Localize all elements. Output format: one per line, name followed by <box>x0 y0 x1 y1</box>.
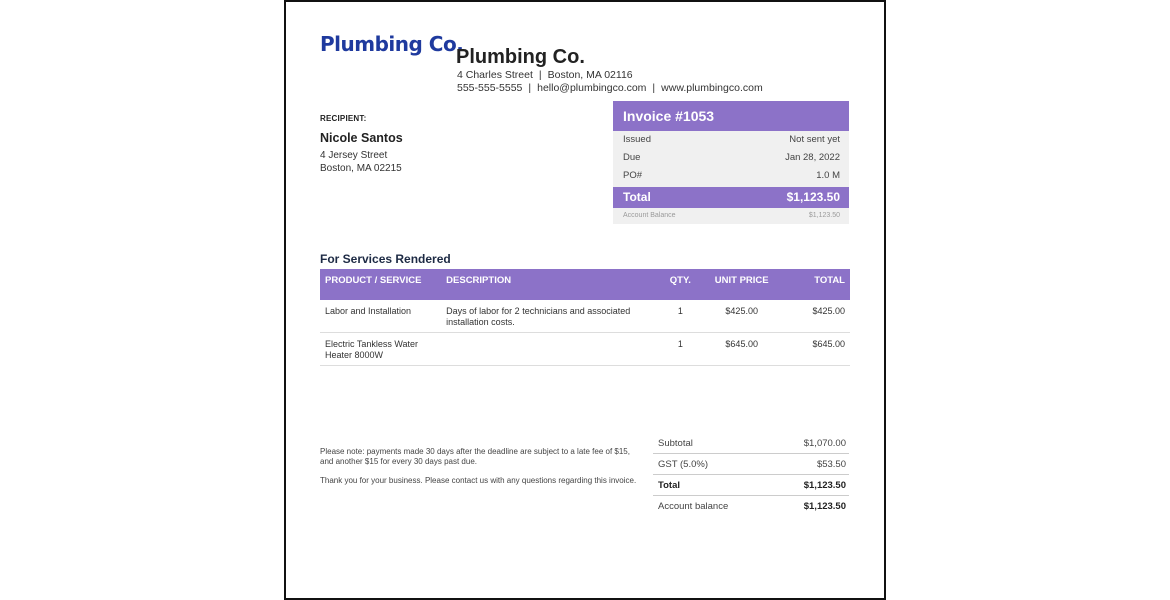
account-balance-value: $1,123.50 <box>803 500 846 512</box>
invoice-row-label: Issued <box>623 134 651 145</box>
account-balance-row <box>653 496 849 517</box>
header-product: PRODUCT / SERVICE <box>320 269 441 300</box>
table-row <box>320 300 850 333</box>
table-header-row <box>320 269 850 300</box>
header-description: DESCRIPTION <box>441 269 654 300</box>
header-qty: QTY. <box>654 269 706 300</box>
invoice-total-value: $1,123.50 <box>786 190 840 204</box>
recipient-name: Nicole Santos <box>320 131 403 145</box>
account-balance-label: Account balance <box>658 500 729 512</box>
separator: | <box>652 82 656 94</box>
company-street: 4 Charles Street <box>457 69 533 81</box>
item-qty: 1 <box>654 300 706 333</box>
item-total: $425.00 <box>777 300 850 333</box>
invoice-row-label: Due <box>623 152 641 163</box>
invoice-balance-row <box>613 208 849 224</box>
item-unit-price: $425.00 <box>706 300 777 333</box>
invoice-total-label: Total <box>623 190 651 204</box>
invoice-issued-row <box>613 131 849 149</box>
header-unit-price: UNIT PRICE <box>706 269 777 300</box>
company-address <box>457 69 633 81</box>
late-fee-note: Please note: payments made 30 days after the deadline are subject to a late fee of $15, and another $15 for every 30 days past due. <box>320 447 630 466</box>
recipient-city: Boston, MA 02215 <box>320 163 402 174</box>
separator: | <box>528 82 532 94</box>
invoice-row-value: 1.0 M <box>816 170 840 181</box>
total-row <box>653 475 849 496</box>
header-total: TOTAL <box>777 269 850 300</box>
item-unit-price: $645.00 <box>706 333 777 366</box>
item-description <box>441 333 654 366</box>
invoice-row-value: Jan 28, 2022 <box>785 152 840 163</box>
company-logo: Plumbing Co. <box>320 32 464 56</box>
item-qty: 1 <box>654 333 706 366</box>
invoice-row-value: Not sent yet <box>789 134 840 145</box>
item-description: Days of labor for 2 technicians and associated installation costs. <box>441 300 654 333</box>
company-city: Boston, MA 02116 <box>547 69 633 81</box>
invoice-summary-box <box>613 101 849 224</box>
gst-row <box>653 454 849 475</box>
services-table <box>320 269 850 366</box>
total-label: Total <box>653 475 772 496</box>
invoice-total-row <box>613 187 849 208</box>
item-product: Labor and Installation <box>320 300 441 333</box>
services-heading: For Services Rendered <box>320 252 451 266</box>
company-phone: 555-555-5555 <box>457 82 523 94</box>
invoice-balance-value: $1,123.50 <box>808 212 840 219</box>
recipient-label: RECIPIENT: <box>320 114 367 123</box>
separator: | <box>538 69 542 81</box>
totals-summary <box>653 433 849 516</box>
table-row <box>320 333 850 366</box>
subtotal-row <box>653 433 849 454</box>
gst-label: GST (5.0%) <box>653 454 772 475</box>
company-name: Plumbing Co. <box>456 46 585 68</box>
company-website: www.plumbingco.com <box>661 82 763 94</box>
invoice-page <box>284 0 886 600</box>
company-email: hello@plumbingco.com <box>537 82 647 94</box>
invoice-po-row <box>613 167 849 185</box>
subtotal-value: $1,070.00 <box>772 433 849 454</box>
item-product: Electric Tankless Water Heater 8000W <box>320 333 441 366</box>
invoice-row-label: PO# <box>623 170 643 181</box>
invoice-due-row <box>613 149 849 167</box>
gst-value: $53.50 <box>772 454 849 475</box>
invoice-number: Invoice #1053 <box>613 101 849 131</box>
company-contact <box>457 82 763 94</box>
recipient-street: 4 Jersey Street <box>320 150 388 161</box>
invoice-balance-label: Account Balance <box>623 212 676 219</box>
thank-you-note: Thank you for your business. Please contact us with any questions regarding this invoice. <box>320 476 637 485</box>
subtotal-label: Subtotal <box>653 433 772 454</box>
item-total: $645.00 <box>777 333 850 366</box>
total-value: $1,123.50 <box>772 475 849 496</box>
